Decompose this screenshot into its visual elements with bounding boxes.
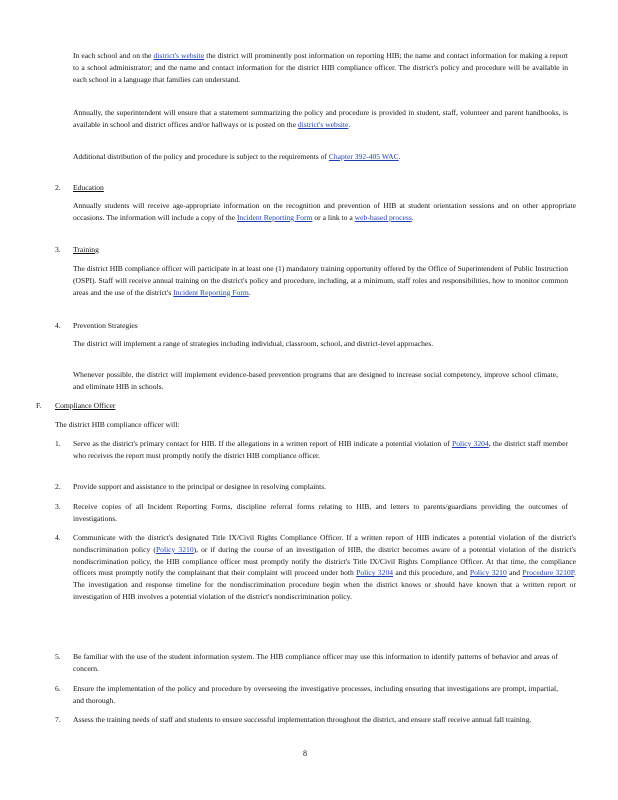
- text: The district HIB compliance officer will participate in at least one (1) mandatory training opportunity offered by the Office of Superintendent of Public Instruction (OSPI). Staff will receive annual training on the district's policy and procedure, including, at a minimum, staff roles and responsibilities, how to monitor common areas and the use of the district's: [73, 264, 568, 297]
- section-f-heading: Compliance Officer: [55, 401, 116, 410]
- prevention-paragraph-1: The district will implement a range of strategies including individual, classroom, school, and district-level approaches.: [73, 339, 434, 348]
- f2-number: 2.: [55, 482, 61, 491]
- text: Annually students will receive age-appropriate information on the recognition and prevention of HIB at student orientation sessions and on other appropriate occasions. The information will include a copy of the: [73, 201, 576, 222]
- wac-chapter-link[interactable]: Chapter 392-405 WAC: [328, 152, 399, 161]
- text: or a link to a: [312, 212, 355, 222]
- additional-distribution-paragraph: [73, 151, 568, 163]
- f3-paragraph: Receive copies of all Incident Reporting Forms, discipline referral forms relating to HIB, and letters to parents/guardians providing the outcomes of investigations.: [73, 502, 568, 523]
- prevention-paragraph-2: Whenever possible, the district will implement evidence-based prevention programs that are designed to increase social competency, improve school climate, and eliminate HIB in schools.: [73, 370, 558, 391]
- incident-reporting-form-link[interactable]: Incident Reporting Form: [173, 287, 249, 297]
- policy-3204-link[interactable]: Policy 3204: [451, 439, 489, 448]
- text: .: [348, 119, 351, 129]
- f6-paragraph: Ensure the implementation of the policy and procedure by overseeing the investigative processes, including ensuring that investigations are prompt, impartial, and thorough.: [73, 684, 558, 705]
- f5-paragraph: Be familiar with the use of the student information system. The HIB compliance officer may use this information to identify patterns of behavior and areas of concern.: [73, 652, 558, 673]
- f5-number: 5.: [55, 652, 61, 661]
- text: Additional distribution of the policy and procedure is subject to the requirements of: [73, 152, 329, 161]
- intro-paragraph: [73, 50, 568, 85]
- text: the district will prominently post information on reporting HIB; the name and contact information for making a report to a school administrator; and the name and contact information for the district HIB compliance officer. The district's policy and procedure will be available in each school in a language that families can understand.: [73, 51, 568, 84]
- section-f-letter: F.: [36, 401, 42, 410]
- procedure-3210p-link[interactable]: Procedure 3210P: [522, 568, 575, 578]
- f2-paragraph: Provide support and assistance to the principal or designee in resolving complaints.: [73, 482, 327, 491]
- section-f-intro: The district HIB compliance officer will:: [55, 420, 180, 429]
- annual-statement-paragraph: [73, 107, 568, 131]
- item-3-heading: Training: [73, 245, 99, 254]
- item-4-heading: Prevention Strategies: [73, 321, 138, 330]
- f1-number: 1.: [55, 439, 61, 448]
- district-website-link[interactable]: district's website: [297, 119, 349, 129]
- incident-reporting-form-link[interactable]: Incident Reporting Form: [236, 212, 313, 222]
- text: In each school and on the: [73, 51, 154, 60]
- text: . The investigation and response timeline for the nondiscrimination procedure begin when the district knows or should have known that a written report or investigation of HIB involves a potential violation of the district's nondiscrimination policy.: [73, 568, 576, 601]
- text: and this procedure, and: [393, 568, 470, 578]
- text: ), or if during the course of an investigation of HIB, the district becomes aware of a potential violation of the district's nondiscrimination policy, the HIB compliance officer must promptly notify the district's Title IX/Civil Rights Compliance Officer. At that time, the compliance officers must promptly notify the complainant that their complaint will proceed under both: [73, 544, 576, 578]
- text: and: [506, 568, 523, 578]
- policy-3210-link[interactable]: Policy 3210: [155, 544, 194, 554]
- f3-number: 3.: [55, 502, 61, 511]
- district-website-link[interactable]: district's website: [153, 51, 205, 60]
- education-paragraph: [73, 200, 576, 224]
- f7-paragraph: Assess the training needs of staff and students to ensure successful implementation throughout the district, and ensure staff receive annual fall training.: [73, 715, 532, 724]
- text: .: [411, 212, 414, 222]
- f6-number: 6.: [55, 684, 61, 693]
- policy-3204-link[interactable]: Policy 3204: [356, 568, 394, 578]
- item-3-number: 3.: [55, 245, 61, 254]
- f4-paragraph: [73, 532, 576, 603]
- text: .: [248, 287, 251, 297]
- f7-number: 7.: [55, 715, 61, 724]
- page-number: 8: [303, 749, 307, 758]
- text: , the district staff member who receives the report must promptly notify the district HIB compliance officer.: [73, 439, 568, 460]
- text: .: [398, 152, 401, 161]
- text: Annually, the superintendent will ensure that a statement summarizing the policy and procedure is provided in student, staff, volunteer and parent handbooks, is available in school and district offices and/or hallways or is posted on the: [73, 108, 568, 129]
- f4-number: 4.: [55, 533, 61, 542]
- training-paragraph: [73, 263, 568, 298]
- item-2-heading: Education: [73, 183, 104, 192]
- item-2-number: 2.: [55, 183, 61, 192]
- web-based-process-link[interactable]: web-based process: [354, 212, 412, 222]
- text: Communicate with the district's designated Title IX/Civil Rights Compliance Officer. If a written report of HIB indicates a potential violation of the district's nondiscrimination policy (: [73, 533, 576, 554]
- policy-3210-link[interactable]: Policy 3210: [469, 568, 507, 578]
- text: Serve as the district's primary contact for HIB. If the allegations in a written report of HIB indicate a potential violation of: [73, 439, 452, 448]
- f1-paragraph: [73, 438, 568, 462]
- item-4-number: 4.: [55, 321, 61, 330]
